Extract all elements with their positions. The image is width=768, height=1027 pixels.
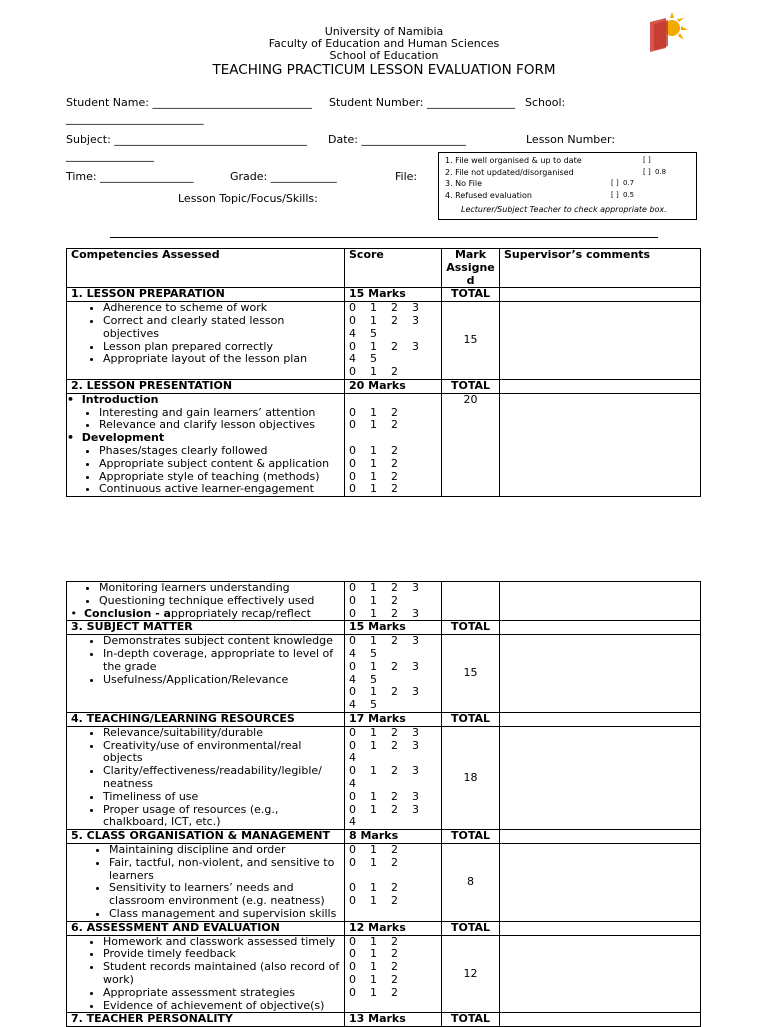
section-5-title: 5. CLASS ORGANISATION & MANAGEMENT: [67, 830, 345, 844]
score-options[interactable]: 0 1 2 3: [349, 738, 419, 752]
list-item: • Adherence to scheme of work: [103, 302, 340, 315]
grade-field[interactable]: Grade: ____________: [230, 170, 337, 183]
section-2-title: 2. LESSON PRESENTATION: [67, 379, 345, 393]
date-field[interactable]: Date: ___________________: [328, 133, 466, 146]
checkbox-3[interactable]: [ ]: [611, 179, 619, 187]
section-5-title-row: [67, 830, 701, 844]
time-field[interactable]: Time: _________________: [66, 170, 194, 183]
section-5-comment-top[interactable]: [500, 830, 701, 844]
checkbox-2[interactable]: [ ]: [643, 167, 651, 176]
score-options[interactable]: 0 1 2 3: [349, 725, 419, 739]
university-name: University of Namibia: [324, 25, 444, 38]
checkbox-4[interactable]: [ ]: [611, 190, 619, 199]
score-options[interactable]: 0 1 2: [349, 443, 398, 457]
score-options[interactable]: 4: [349, 751, 356, 765]
score-options[interactable]: 4 5: [349, 646, 377, 660]
form-title: TEACHING PRACTICUM LESSON EVALUATION FORM: [212, 62, 556, 78]
lesson-number-label: Lesson Number:: [526, 133, 616, 146]
list-item: • Relevance/suitability/durable: [103, 727, 340, 740]
file-option-4: 4. Refused evaluation: [445, 190, 532, 200]
list-item: • Demonstrates subject content knowledge: [103, 635, 340, 648]
evaluation-table-1: [66, 248, 701, 497]
section-5-items-row: [67, 843, 701, 921]
file-option-3: 3. No File: [445, 179, 482, 188]
list-item: • Homework and classwork assessed timely: [103, 936, 340, 949]
section-7-title-row: [67, 1013, 701, 1027]
list-item: • Proper usage of resources (e.g., chalkboard, ICT, etc.): [103, 804, 340, 830]
score-options[interactable]: 0 1 2 3: [349, 802, 419, 816]
section-6-comment-top[interactable]: [500, 921, 701, 935]
section-2-items-row: [67, 393, 701, 496]
list-item: • Questioning technique effectively used: [99, 595, 340, 608]
section-1-marks: 15 Marks: [345, 288, 442, 302]
header-mark: Mark Assigne d: [442, 249, 500, 288]
topic-underline: [110, 237, 658, 238]
list-item: • Appropriate style of teaching (methods): [99, 471, 340, 484]
score-options[interactable]: 0 1 2 3: [349, 581, 419, 594]
section-2b-assigned[interactable]: [442, 582, 500, 621]
section-2-total: TOTAL: [442, 379, 500, 393]
list-item: • Lesson plan prepared correctly: [103, 341, 340, 354]
section-5-comments[interactable]: [500, 843, 701, 921]
lesson-topic-field[interactable]: Lesson Topic/Focus/Skills:: [178, 192, 318, 205]
file-value-3: 0.7: [623, 179, 635, 187]
list-item: • Interesting and gain learners’ attention: [99, 407, 340, 420]
section-5-total: TOTAL: [442, 830, 500, 844]
score-options[interactable]: 0 1 2: [349, 405, 398, 419]
score-options[interactable]: 0 1 2: [349, 842, 398, 856]
score-options[interactable]: 0 1 2: [349, 418, 398, 432]
section-1-title-row: [67, 288, 701, 302]
section-1-assigned[interactable]: 15: [442, 302, 500, 380]
score-options[interactable]: 0 1 2 3: [349, 606, 419, 620]
list-item: • Clarity/effectiveness/readability/legible/ neatness: [103, 765, 340, 791]
table-header-row: [67, 249, 701, 288]
list-item: • Usefulness/Application/Relevance: [103, 674, 340, 687]
section-5-marks: 8 Marks: [345, 830, 442, 844]
section-3-title-row: [67, 621, 701, 635]
section-3-comment-top[interactable]: [500, 621, 701, 635]
score-options[interactable]: 0 1 2: [349, 972, 398, 986]
score-options[interactable]: 0 1 2: [349, 855, 398, 869]
score-options[interactable]: 0 1 2: [349, 365, 398, 379]
score-options[interactable]: 0 1 2: [349, 482, 398, 496]
file-status-box: [438, 152, 697, 220]
header-competencies: Competencies Assessed: [67, 249, 345, 288]
score-options[interactable]: 0 1 2 3: [349, 339, 419, 353]
score-options[interactable]: 0 1 2: [349, 469, 398, 483]
section-1-comments[interactable]: [500, 302, 701, 380]
section-2b-comments[interactable]: [500, 582, 701, 621]
score-options[interactable]: 4 5: [349, 672, 377, 686]
score-options[interactable]: 4: [349, 815, 356, 829]
checkbox-1[interactable]: [ ]: [643, 156, 651, 164]
list-item: • In-depth coverage, appropriate to level of the grade: [103, 648, 340, 674]
university-logo: [644, 10, 688, 54]
score-options[interactable]: 0 1 2 3: [349, 301, 419, 315]
score-options[interactable]: 4: [349, 776, 356, 790]
section-3-title: 3. SUBJECT MATTER: [67, 621, 345, 635]
subject-field[interactable]: Subject: ___________________________________: [66, 133, 307, 146]
section-4-assigned[interactable]: 18: [442, 726, 500, 829]
section-6-comments[interactable]: [500, 935, 701, 1013]
score-options[interactable]: 0 1 2: [349, 934, 398, 948]
introduction-heading: • Introduction: [67, 392, 159, 406]
conclusion-item: • Conclusion - appropriately recap/reflect: [67, 606, 311, 620]
section-2-comments[interactable]: [500, 393, 701, 496]
section-1-comment-top[interactable]: [500, 288, 701, 302]
score-options[interactable]: 0 1 2: [349, 593, 398, 607]
section-1-items-row: [67, 302, 701, 380]
section-4-comment-top[interactable]: [500, 712, 701, 726]
file-value-2: 0.8: [655, 167, 667, 176]
evaluation-table-2: [66, 581, 701, 1027]
file-label: File:: [395, 170, 418, 183]
list-item: • Fair, tactful, non-violent, and sensitive to learners: [109, 857, 340, 883]
section-6-assigned[interactable]: 12: [442, 935, 500, 1013]
section-2b-row: [67, 582, 701, 621]
file-option-2: 2. File not updated/disorganised: [445, 167, 574, 177]
file-value-4: 0.5: [623, 190, 635, 199]
list-item: • Appropriate assessment strategies: [103, 987, 340, 1000]
section-4-title-row: [67, 712, 701, 726]
section-7-title: 7. TEACHER PERSONALITY: [67, 1013, 345, 1027]
school-field[interactable]: _________________________: [66, 112, 204, 125]
score-options[interactable]: 4 5: [349, 352, 377, 366]
score-options[interactable]: 0 1 2: [349, 947, 398, 961]
section-3-assigned[interactable]: 15: [442, 635, 500, 713]
score-options[interactable]: 0 1 2: [349, 881, 398, 895]
section-4-items-row: [67, 726, 701, 829]
lesson-number-field[interactable]: ________________: [66, 149, 154, 162]
development-heading: • Development: [67, 431, 165, 445]
list-item: • Appropriate layout of the lesson plan: [103, 353, 340, 366]
section-6-total: TOTAL: [442, 921, 500, 935]
score-options[interactable]: 0 1 2 3: [349, 685, 419, 699]
section-4-total: TOTAL: [442, 712, 500, 726]
section-3-marks: 15 Marks: [345, 621, 442, 635]
list-item: • Timeliness of use: [103, 791, 340, 804]
section-7-total: TOTAL: [442, 1013, 500, 1027]
score-options[interactable]: 4 5: [349, 698, 377, 712]
section-7-marks: 13 Marks: [345, 1013, 442, 1027]
score-options[interactable]: 0 1 2 3: [349, 659, 419, 673]
school-field-label: School:: [525, 96, 566, 109]
section-1-total: TOTAL: [442, 288, 500, 302]
score-options[interactable]: 0 1 2: [349, 456, 398, 470]
section-6-title: 6. ASSESSMENT AND EVALUATION: [67, 921, 345, 935]
file-option-1: 1. File well organised & up to date: [445, 156, 582, 165]
section-6-title-row: [67, 921, 701, 935]
section-7-comment-top[interactable]: [500, 1013, 701, 1027]
list-item: • Maintaining discipline and order: [109, 844, 340, 857]
section-4-comments[interactable]: [500, 726, 701, 829]
list-item: • Evidence of achievement of objective(s): [103, 1000, 340, 1013]
list-item: • Phases/stages clearly followed: [99, 445, 340, 458]
score-options[interactable]: 0 1 2: [349, 894, 398, 908]
file-box-note: Lecturer/Subject Teacher to check appropriate box.: [461, 205, 667, 214]
score-options[interactable]: 0 1 2 3: [349, 634, 419, 648]
list-item: • Monitoring learners understanding: [99, 582, 340, 595]
score-options[interactable]: 0 1 2 3: [349, 764, 419, 778]
section-2-title-row: [67, 379, 701, 393]
section-2-assigned[interactable]: 20: [442, 393, 500, 496]
list-item: • Class management and supervision skills: [109, 908, 340, 921]
list-item: • Appropriate subject content & application: [99, 458, 340, 471]
section-5-assigned[interactable]: 8: [442, 843, 500, 921]
list-item: • Provide timely feedback: [103, 948, 340, 961]
score-options[interactable]: 0 1 2: [349, 985, 398, 999]
header-comments: Supervisor’s comments: [500, 249, 701, 288]
section-1-title: 1. LESSON PREPARATION: [67, 288, 345, 302]
header-score: Score: [345, 249, 442, 288]
list-item: • Continuous active learner-engagement: [99, 483, 340, 496]
score-options[interactable]: 0 1 2: [349, 960, 398, 974]
section-2-comment-top[interactable]: [500, 379, 701, 393]
faculty-name: Faculty of Education and Human Sciences: [268, 37, 500, 50]
school-name: School of Education: [329, 49, 439, 62]
section-4-title: 4. TEACHING/LEARNING RESOURCES: [67, 712, 345, 726]
score-options[interactable]: 4 5: [349, 326, 377, 340]
list-item: • Correct and clearly stated lesson objectives: [103, 315, 340, 341]
list-item: • Sensitivity to learners’ needs and classroom environment (e.g. neatness): [109, 882, 340, 908]
score-options[interactable]: 0 1 2 3: [349, 313, 419, 327]
list-item: • Creativity/use of environmental/real objects: [103, 740, 340, 766]
list-item: • Student records maintained (also record of work): [103, 961, 340, 987]
student-name-field[interactable]: Student Name: _____________________________: [66, 96, 312, 109]
section-6-items-row: [67, 935, 701, 1013]
list-item: • Relevance and clarify lesson objectives: [99, 419, 340, 432]
section-3-items-row: [67, 635, 701, 713]
student-number-field[interactable]: Student Number: ________________: [329, 96, 515, 109]
section-4-marks: 17 Marks: [345, 712, 442, 726]
section-3-total: TOTAL: [442, 621, 500, 635]
section-2-marks: 20 Marks: [345, 379, 442, 393]
section-6-marks: 12 Marks: [345, 921, 442, 935]
score-options[interactable]: 0 1 2 3: [349, 789, 419, 803]
section-3-comments[interactable]: [500, 635, 701, 713]
